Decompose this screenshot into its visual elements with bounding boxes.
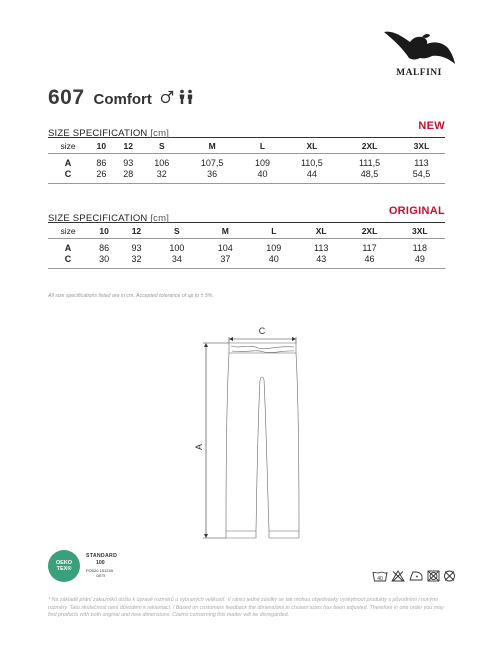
- size-col: 3XL: [412, 225, 428, 236]
- size-col: 12: [131, 225, 142, 236]
- brand-name: MALFINI: [396, 68, 442, 78]
- table-cell: 32: [131, 254, 142, 265]
- table-cell: 32: [156, 169, 167, 180]
- table-cell: 43: [316, 254, 327, 265]
- table-cell: 104: [217, 242, 233, 253]
- size-col: 2XL: [361, 140, 378, 151]
- table-cell: 106: [154, 157, 170, 168]
- table-cell: 86: [96, 157, 107, 168]
- cert-institute: OETI: [96, 573, 106, 578]
- wash-40-icon: [372, 570, 388, 582]
- size-col: S: [174, 225, 180, 236]
- table-cell: 48,5: [360, 169, 379, 180]
- table-cell: 109: [254, 157, 270, 168]
- product-code: 607: [48, 86, 85, 109]
- spec-tag-new: NEW: [418, 120, 445, 132]
- disclaimer-footnote: * Na základě přání zákazníků došlo k úpravě rozměrů u vybraných velikostí. V rámci jedné zásilky se tak mohou objednávky vyskytnout produkty s původními i novými rozměry. Tato skutečnost není důvodem k reklamaci. / Based on customers feedback the dimensions in chosen sizes has been adjusted. Therefore in one order you may find products with both original and new dimensions. Claims concerning this matter will be disregarded.: [48, 597, 444, 619]
- table-cell: 93: [131, 242, 142, 253]
- no-tumble-dry-icon: [427, 570, 440, 582]
- oeko-tex-info: [86, 553, 117, 578]
- table-cell: 118: [412, 242, 427, 253]
- no-bleach-icon: [391, 570, 405, 582]
- table-cell: 93: [123, 157, 134, 168]
- size-header: size: [60, 225, 76, 236]
- table-cell: 40: [257, 169, 268, 180]
- table-cell: 86: [99, 242, 110, 253]
- cert-number: PO020 151249: [86, 568, 113, 573]
- dimension-c-label: C: [258, 326, 266, 336]
- size-col: 10: [99, 225, 109, 236]
- size-col: L: [271, 225, 277, 236]
- standard-label: STANDARD: [86, 553, 118, 559]
- table-cell: 46: [364, 254, 375, 265]
- dimension-a-label: A: [194, 443, 204, 451]
- no-dry-clean-icon: [443, 570, 456, 582]
- size-col: L: [259, 140, 266, 151]
- size-col: XL: [315, 225, 327, 236]
- spec-label: SIZE SPECIFICATION [cm]: [48, 213, 170, 224]
- table-cell: 109: [266, 242, 282, 253]
- size-col: 12: [123, 140, 133, 151]
- size-col: M: [208, 140, 216, 151]
- size-col: S: [158, 140, 165, 151]
- row-key: A: [64, 242, 72, 253]
- size-col: 2XL: [361, 225, 378, 236]
- table-cell: 111,5: [358, 157, 381, 168]
- size-col: 10: [96, 140, 107, 151]
- product-name: Comfort: [93, 91, 152, 108]
- oeko-tex-certification: [48, 550, 117, 582]
- table-cell: 113: [314, 242, 329, 253]
- wash-temp: 40: [377, 575, 383, 582]
- table-cell: 110,5: [300, 157, 323, 168]
- table-cell: 26: [96, 169, 107, 180]
- iron-low-icon: [408, 570, 424, 582]
- table-cell: 28: [123, 169, 134, 180]
- size-col: 3XL: [413, 140, 430, 151]
- row-key: C: [64, 254, 72, 265]
- table-cell: 54,5: [412, 169, 431, 180]
- size-header: size: [60, 140, 76, 151]
- row-key: A: [64, 157, 72, 168]
- row-key: C: [64, 169, 72, 180]
- spec-label: SIZE SPECIFICATION [cm]: [48, 128, 170, 139]
- size-col: XL: [306, 140, 318, 151]
- table-cell: 30: [99, 254, 110, 265]
- tolerance-note: All size specifications listed are in cm. Accepted tolerance of up to ± 5%.: [48, 293, 214, 299]
- standard-number: 100: [96, 559, 105, 566]
- spec-tag-original: ORIGINAL: [388, 205, 445, 217]
- table-cell: 36: [207, 169, 218, 180]
- table-cell: 100: [169, 242, 185, 253]
- care-symbols: [372, 570, 456, 582]
- table-cell: 49: [414, 254, 425, 265]
- table-cell: 37: [220, 254, 231, 265]
- oeko-tex-badge: OEKO TEX®: [48, 550, 80, 582]
- size-col: M: [221, 225, 229, 236]
- table-cell: 44: [306, 169, 317, 180]
- table-cell: 117: [362, 242, 377, 253]
- table-cell: 107,5: [200, 157, 224, 168]
- table-cell: 40: [268, 254, 279, 265]
- table-cell: 113: [414, 157, 429, 168]
- table-cell: 34: [171, 254, 182, 265]
